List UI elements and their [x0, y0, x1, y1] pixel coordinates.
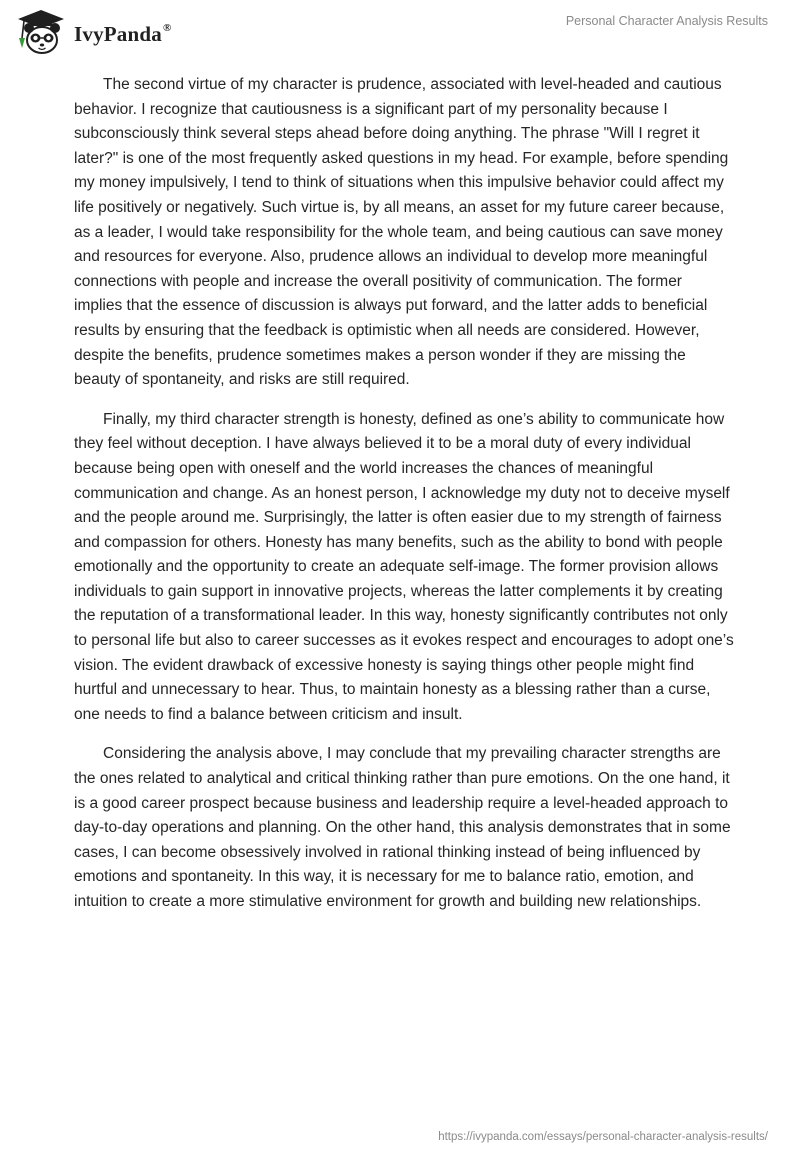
page-header [0, 0, 800, 70]
registered-mark: ® [162, 21, 172, 34]
paragraph-prudence: The second virtue of my character is prudence, associated with level-headed and cautious behavior. I recognize that cautiousness is a significant part of my personality because I subconsciously think several steps ahead before doing anything. The phrase "Will I regret it later?" is one of the most frequently asked questions in my head. For example, before spending my money impulsively, I tend to think of situations when this impulsive behavior could affect my life positively or negatively. Such virtue is, by all means, an asset for my future career because, as a leader, I would take responsibility for the whole team, and being cautious can save money and resources for everyone. Also, prudence allows an individual to develop more meaningful connections with people and increase the overall positivity of communication. The former implies that the essence of discussion is always put forward, and the latter adds to beneficial results by ensuring that the feedback is optimistic when all needs are considered. However, despite the benefits, prudence sometimes makes a person wonder if they are missing the beauty of spontaneity, and risks are still required. [74, 76, 729, 389]
essay-body [74, 73, 734, 930]
brand-name-text: IvyPanda [74, 21, 162, 46]
brand-logo[interactable] [14, 8, 171, 58]
source-url[interactable]: https://ivypanda.com/essays/personal-character-analysis-results/ [438, 1131, 768, 1143]
paragraph-conclusion: Considering the analysis above, I may conclude that my prevailing character strengths are the ones related to analytical and critical thinking rather than pure emotions. On the one hand, it is a good career prospect because business and leadership require a level-headed approach to day-to-day operations and planning. On the other hand, this analysis demonstrates that in some cases, I can become obsessively involved in rational thinking instead of being influenced by emotions and spontaneity. In this way, it is necessary for me to balance ratio, emotion, and intuition to create a more stimulative environment for growth and building new relationships. [74, 745, 731, 910]
paragraph-honesty: Finally, my third character strength is honesty, defined as one’s ability to communicate how they feel without deception. I have always believed it to be a moral duty of every individual because being open with oneself and the world increases the chances of meaningful communication and change. As an honest person, I acknowledge my duty not to deceive myself and the people around me. Surprisingly, the latter is often easier due to my strength of fairness and compassion for others. Honesty has many benefits, such as the ability to bond with people emotionally and the opportunity to create an adequate self-image. The former provision allows individuals to gain support in innovative projects, whereas the latter complements it by creating the reputation of a transformational leader. In this way, honesty significantly contributes not only to personal life but also to career successes as it evokes respect and encourages to adopt one’s vision. The evident drawback of excessive honesty is saying things other people might find hurtful and unnecessary to hear. Thus, to maintain honesty as a blessing rather than a curse, one needs to find a balance between criticism and insult. [74, 410, 734, 723]
panda-graduate-icon [14, 8, 68, 58]
document-title: Personal Character Analysis Results [565, 14, 768, 28]
brand-name [74, 22, 171, 47]
